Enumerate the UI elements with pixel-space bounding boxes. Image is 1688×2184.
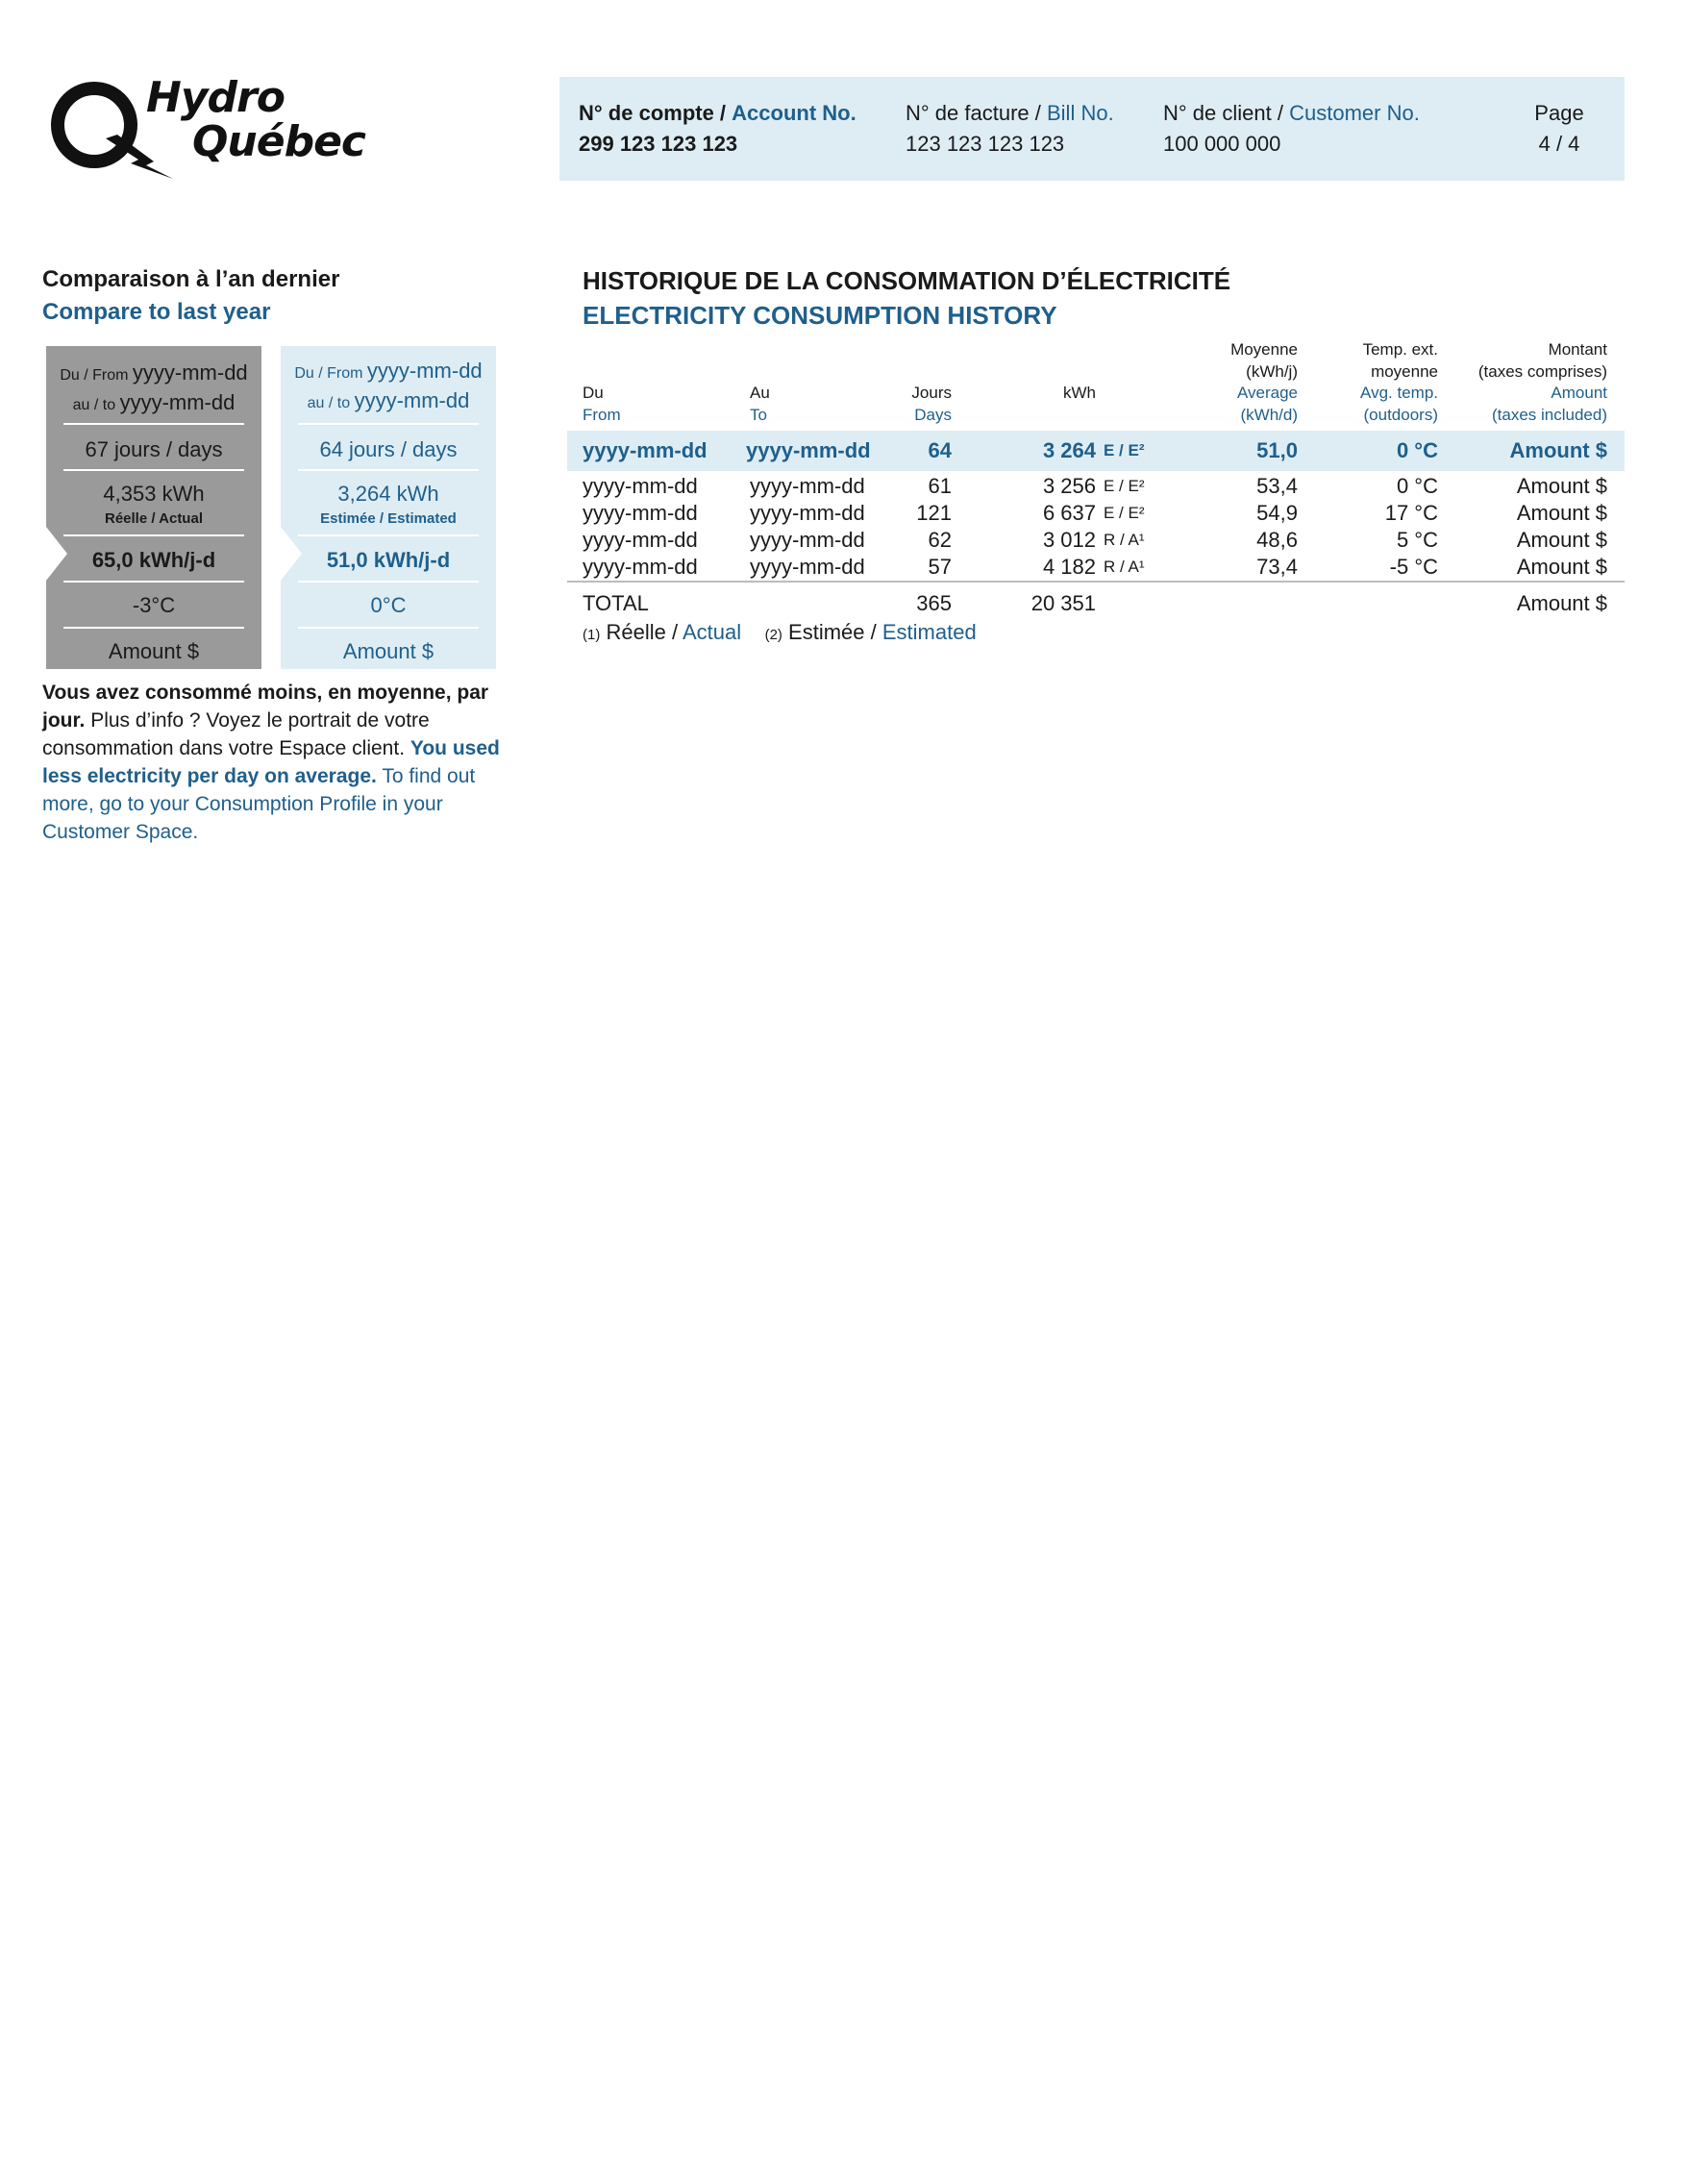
bill-number: 123 123 123 123 (906, 132, 1065, 156)
last-year-to: yyyy-mm-dd (119, 390, 236, 414)
last-year-amount: Amount $ (108, 639, 200, 663)
last-year-arrow-icon (46, 527, 67, 581)
account-header-band (559, 77, 1625, 181)
col-header-average: Moyenne (kWh/j) Average (kWh/d) (1230, 340, 1298, 424)
this-year-to: yyyy-mm-dd (354, 388, 470, 412)
bill-label-en: Bill No. (1047, 101, 1114, 125)
customer-number: 100 000 000 (1163, 132, 1281, 156)
message-en-rest: To find out more, go to your Consumption Profile in your Customer Space. (42, 765, 476, 843)
this-year-reading-type: Estimée / Estimated (320, 510, 457, 527)
message-fr-rest: Plus d’info ? Voyez le portrait de votre consommation dans votre Espace client. (42, 709, 430, 759)
this-year-amount: Amount $ (342, 639, 434, 663)
page-number-block (1511, 98, 1607, 160)
this-year-arrow-icon (281, 527, 302, 581)
customer-label-fr: N° de client / (1163, 101, 1283, 125)
comparison-message (42, 679, 504, 846)
this-year-days: 64 jours / days (319, 437, 458, 461)
account-number: 299 123 123 123 (579, 132, 738, 156)
col-header-temp: Temp. ext. moyenne Avg. temp. (outdoors) (1360, 340, 1438, 424)
this-year-column (281, 346, 496, 669)
this-year-kwh: 3,264 kWh (337, 482, 439, 506)
col-header-to: Au To (750, 384, 770, 424)
col-header-days: Jours Days (911, 384, 952, 424)
bill-number-block (906, 98, 1114, 160)
last-year-from: yyyy-mm-dd (132, 360, 248, 385)
message-en-bold: You used less electricity per day on average. (42, 737, 500, 787)
total-divider (567, 581, 1625, 583)
logo-line-2: Québec (192, 117, 365, 166)
last-year-reading-type: Réelle / Actual (105, 510, 203, 527)
col-header-amount: Montant (taxes comprises) Amount (taxes included) (1477, 340, 1607, 424)
col-header-from: Du From (583, 384, 621, 424)
account-number-block (579, 98, 856, 160)
account-label-fr: N° de compte / (579, 101, 727, 125)
last-year-period: Du / From yyyy-mm-dd au / to yyyy-mm-dd (60, 360, 248, 414)
history-title-fr: HISTORIQUE DE LA CONSOMMATION D’ÉLECTRICITÉ (583, 266, 1231, 295)
bill-label-fr: N° de facture / (906, 101, 1041, 125)
last-year-kwh: 4,353 kWh (103, 482, 205, 506)
last-year-average: 65,0 kWh/j-d (91, 548, 216, 572)
this-year-from: yyyy-mm-dd (366, 359, 483, 383)
customer-number-block (1163, 98, 1420, 160)
last-year-days: 67 jours / days (85, 437, 223, 461)
last-year-temp: -3°C (132, 593, 176, 617)
compare-title (42, 263, 339, 329)
this-year-temp: 0°C (370, 593, 407, 617)
page-number: 4 / 4 (1538, 132, 1580, 156)
reading-type-legend: (1) Réelle / Actual (2) Estimée / Estimated (583, 620, 977, 644)
customer-label-en: Customer No. (1289, 101, 1420, 125)
page-label: Page (1534, 101, 1584, 125)
col-header-kwh: kWh (1063, 384, 1096, 402)
logo-line-1: Hydro (146, 73, 285, 122)
account-label-en: Account No. (732, 101, 856, 125)
this-year-average: 51,0 kWh/j-d (326, 548, 451, 572)
message-fr-bold: Vous avez consommé moins, en moyenne, par jour. (42, 682, 489, 732)
last-year-column (46, 346, 261, 669)
this-year-period: Du / From yyyy-mm-dd au / to yyyy-mm-dd (294, 359, 483, 412)
hydro-quebec-logo (46, 75, 373, 181)
history-title (583, 263, 1230, 333)
compare-title-fr: Comparaison à l’an dernier (42, 266, 340, 292)
history-title-en: ELECTRICITY CONSUMPTION HISTORY (583, 301, 1057, 330)
compare-title-en: Compare to last year (42, 299, 271, 325)
